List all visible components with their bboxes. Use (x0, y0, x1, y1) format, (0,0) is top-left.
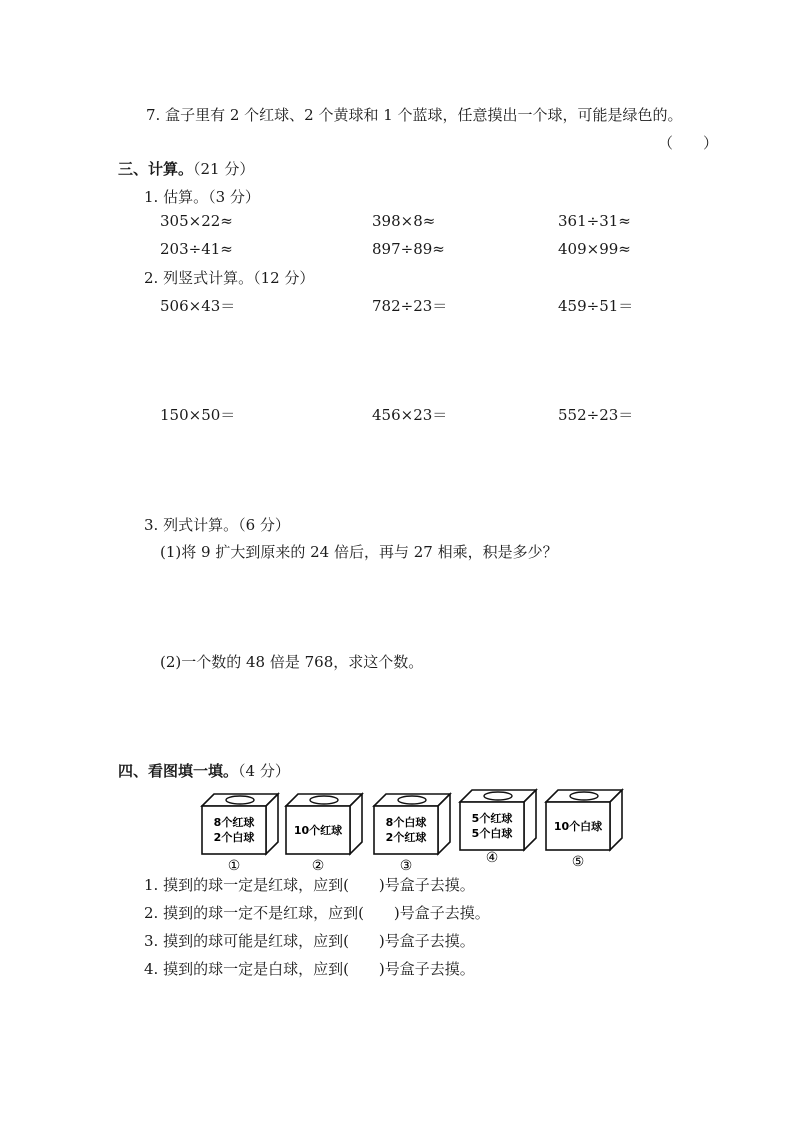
box-label-line: 2个白球 (213, 831, 255, 844)
part-3-title: 3. 列式计算。（6 分） (144, 516, 290, 534)
section-4-score: （4 分） (238, 762, 290, 780)
estimate-item: 203÷41≈ (160, 240, 233, 258)
word-problem-2: (2)一个数的 48 倍是 768，求这个数。 (160, 653, 424, 671)
box-number: ③ (399, 858, 413, 872)
box-number: ④ (485, 850, 499, 866)
vertical-calc-item: 459÷51＝ (558, 297, 634, 315)
ball-box (460, 790, 536, 866)
box-number: ⑤ (571, 854, 585, 870)
ball-box (286, 794, 362, 872)
section-4-title: 四、看图填一填。 (118, 762, 239, 780)
estimate-item: 897÷89≈ (372, 240, 445, 258)
vertical-calc-item: 506×43＝ (160, 297, 236, 315)
estimate-item: 409×99≈ (558, 240, 631, 258)
answer-blank[interactable]: （ ） (658, 134, 719, 152)
fill-question: 4. 摸到的球一定是白球，应到( )号盒子去摸。 (144, 960, 475, 978)
box-label-line: 10个白球 (553, 820, 603, 833)
ball-box (202, 794, 278, 872)
vertical-calc-item: 552÷23＝ (558, 406, 634, 424)
part-2-title: 2. 列竖式计算。（12 分） (144, 269, 315, 287)
vertical-calc-item: 782÷23＝ (372, 297, 448, 315)
box-label-line: 5个红球 (471, 812, 513, 825)
section-3-title: 三、计算。 (118, 160, 194, 178)
fill-question: 1. 摸到的球一定是红球，应到( )号盒子去摸。 (144, 876, 475, 894)
ball-boxes-figure (200, 786, 640, 872)
section-4-heading (118, 760, 290, 781)
box-label-line: 2个红球 (385, 831, 427, 844)
ball-box (374, 794, 450, 872)
estimate-item: 305×22≈ (160, 212, 233, 230)
section-3-score: （21 分） (193, 160, 255, 178)
vertical-calc-item: 150×50＝ (160, 406, 236, 424)
estimate-item: 361÷31≈ (558, 212, 631, 230)
box-number: ② (311, 858, 325, 872)
box-label-line: 10个红球 (293, 824, 343, 837)
box-label-line: 8个白球 (385, 816, 427, 829)
fill-question: 3. 摸到的球可能是红球，应到( )号盒子去摸。 (144, 932, 475, 950)
question-7-text: 7. 盒子里有 2 个红球、2 个黄球和 1 个蓝球，任意摸出一个球，可能是绿色的。 (146, 106, 683, 124)
section-3-heading (118, 158, 254, 179)
box-number: ① (227, 858, 241, 872)
vertical-calc-item: 456×23＝ (372, 406, 448, 424)
estimate-item: 398×8≈ (372, 212, 436, 230)
word-problem-1: (1)将 9 扩大到原来的 24 倍后，再与 27 相乘，积是多少？ (160, 543, 558, 561)
box-label-line: 8个红球 (213, 816, 255, 829)
fill-question: 2. 摸到的球一定不是红球，应到( )号盒子去摸。 (144, 904, 490, 922)
box-label-line: 5个白球 (471, 827, 513, 840)
ball-box (546, 790, 622, 870)
part-1-title: 1. 估算。（3 分） (144, 188, 260, 206)
